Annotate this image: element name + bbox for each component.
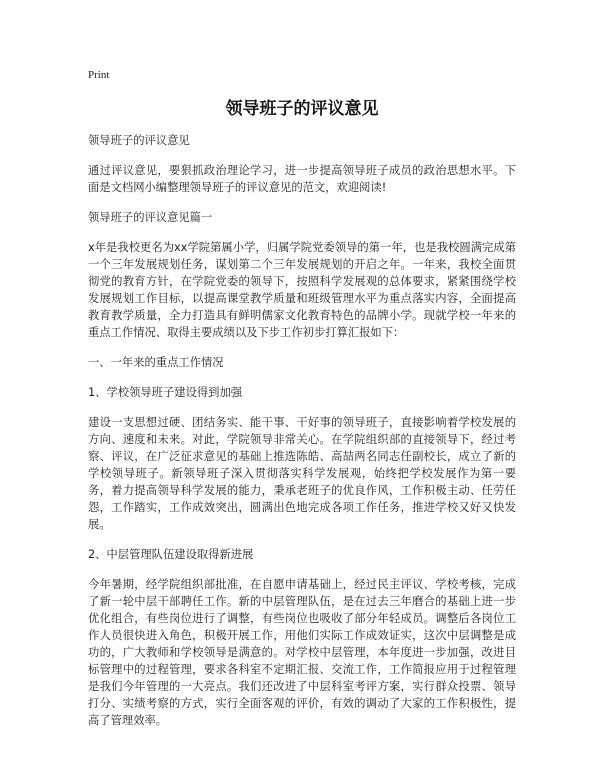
paragraph-1: x年是我校更名为xx学院第属小学，归属学院党委领导的第一年，也是我校圆满完成第一个三年发展规划任务，谋划第二个三年发展规划的开启之年。一年来，我校全面贯彻党的教育方针，在学院党委的领导下，按照科学发展观的总体要求，紧紧围绕学校发展规划工作目标，以提高课堂教学质量和班级管理水平为重点落实内容，全面提高教育教学质量，全力打造具有鲜明儒家文化教育特色的品牌小学。现就学校一年来的重点工作情况、取得主要成绩以及下步工作初步打算汇报如下： (88, 241, 516, 339)
heading-1-2: 2、中层管理队伍建设取得新进展 (88, 548, 254, 561)
intro-paragraph: 通过评议意见，要狠抓政治理论学习，进一步提高领导班子成员的政治思想水平。下面是文档网小编整理领导班子的评议意见的范文，欢迎阅读! (88, 164, 516, 194)
print-label: Print (88, 69, 110, 81)
paragraph-3: 今年暑期，经学院组织部批准，在自愿申请基础上，经过民主评议、学校考核，完成了新一轮中层干部聘任工作。新的中层管理队伍，是在过去三年磨合的基础上进一步优化组合，有些岗位进行了调整，有些岗位也吸收了部分年轻成员。调整后各岗位工作人员很快进入角色，积极开展工作，用他们实际工作成效证实，这次中层调整是成功的，广大教师和学校领导是满意的。对学校中层管理，本年度进一步加强，改进目标管理中的过程管理，要求各科室不定期汇报、交流工作，工作简报应用于过程管理是我们今年管理的一大亮点。我们还改进了中层科室考评方案，实行群众投票、领导打分、实绩考察的方式，实行全面客观的评价，有效的调动了大家的工作积极性，提高了管理效率。 (88, 578, 516, 727)
document-subtitle: 领导班子的评议意见 (88, 134, 190, 147)
document-title: 领导班子的评议意见 (225, 99, 379, 119)
section-title: 领导班子的评议意见篇一 (88, 211, 213, 224)
heading-1: 一、一年来的重点工作情况 (88, 356, 224, 369)
document-page (88, 68, 516, 742)
paragraph-2: 建设一支思想过硬、团结务实、能干事、干好事的领导班子，直接影响着学校发展的方向、速度和未来。对此，学院领导非常关心。在学院组织部的直接领导下，经过考察、评议，在广泛征求意见的基础上推选陈皓、高喆两名同志任副校长，成立了新的学校领导班子。新领导班子深入贯彻落实科学发展观，始终把学校发展作为第一要务，着力提高领导科学发展的能力，秉承老班子的优良作风，工作积极主动、任劳任怨，工作踏实，工作成效突出，圆满出色地完成各项工作任务，推进学校又好又快发展。 (88, 416, 516, 531)
heading-1-1: 1、学校领导班子建设得到加强 (88, 386, 243, 399)
